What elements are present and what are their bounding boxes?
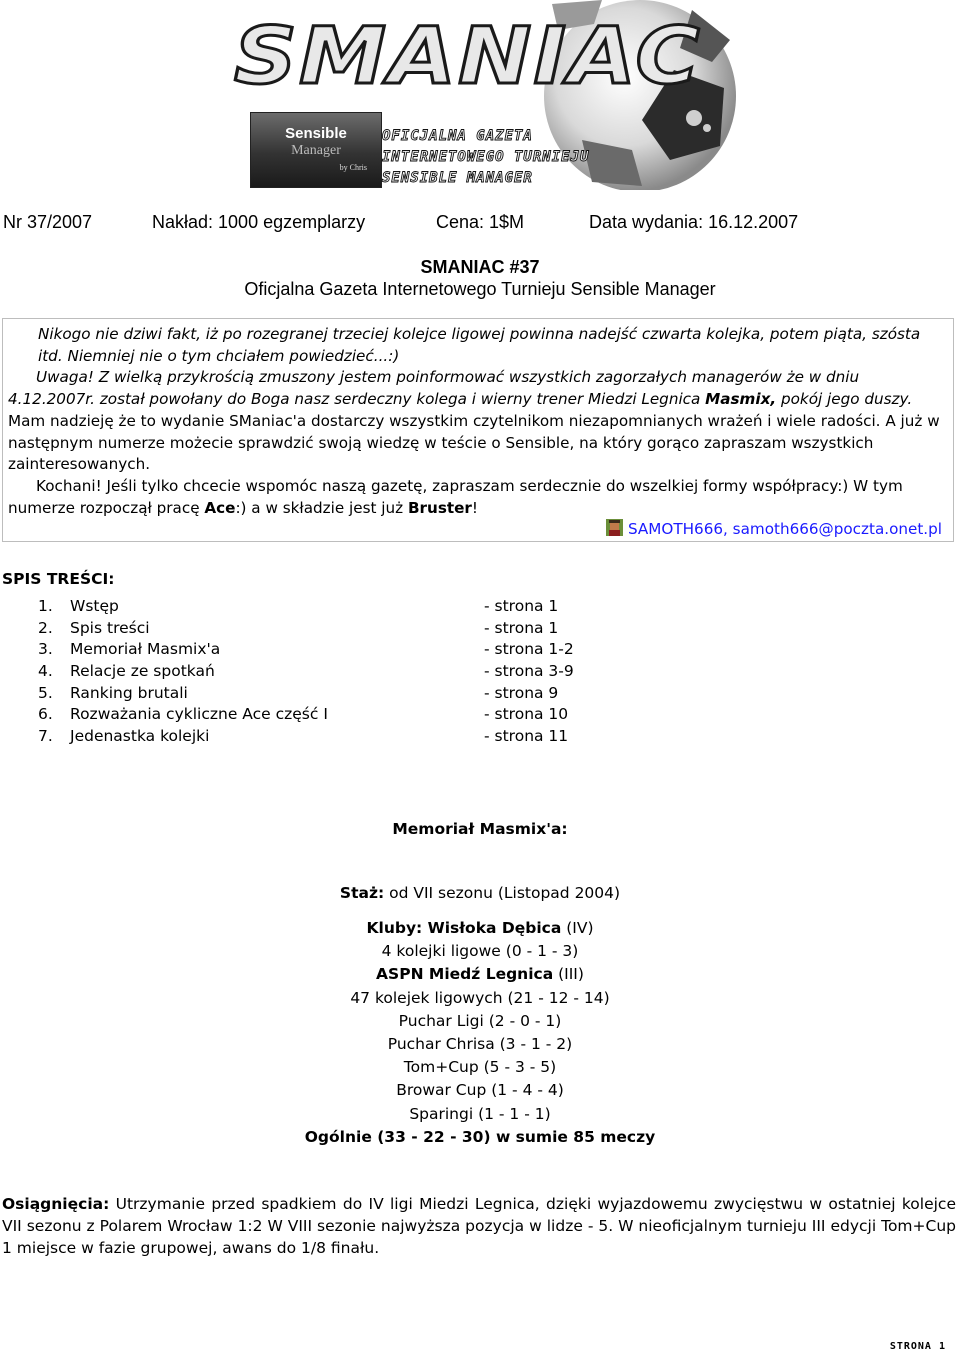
intro-paragraph-1: Nikogo nie dziwi fakt, iż po rozegranej trzeciej kolejce ligowej powinna nadejść czwarta kolejka, potem piąta, szósta itd. Niemniej nie o tym chciałem powiedzieć...:): [38, 325, 921, 365]
issue-number: Nr 37/2007: [3, 212, 93, 232]
memorial-club-line: [0, 917, 960, 940]
achievements-label: Osiągnięcia:: [2, 1195, 110, 1213]
sensible-manager-card: [250, 112, 382, 188]
card-author: by Chris: [339, 163, 367, 172]
memorial-staz: [0, 884, 960, 917]
toc-item-number: 6.: [38, 705, 53, 724]
page-title: [0, 256, 960, 300]
memorial-stat-line: Sparingi (1 - 1 - 1): [409, 1104, 551, 1123]
circulation: Nakład: 1000 egzemplarzy: [152, 212, 366, 232]
toc-item-name: Rozważania cykliczne Ace część I: [70, 705, 328, 724]
toc-item: [38, 726, 598, 748]
table-of-contents: [38, 596, 598, 748]
toc-item-page: - strona 10: [484, 705, 569, 724]
intro-text: Uwaga! Z wielką przykrością zmuszony jestem poinformować wszystkich zagorzałych managerów że w dniu 4.12.2007r. został powołany do Boga nasz serdeczny kolega i wierny trener Miedzi Legnica: [8, 368, 860, 409]
memorial-section: [0, 820, 960, 1149]
memorial-stat-line: 4 kolejki ligowe (0 - 1 - 3): [381, 942, 579, 961]
intro-text: pokój jego duszy.: [776, 390, 913, 409]
toc-item: [38, 596, 598, 618]
memorial-stat-line: Puchar Ligi (2 - 0 - 1): [398, 1011, 562, 1030]
banner-subtitle-line: SENSIBLE MANAGER: [382, 170, 533, 186]
title-sub: Oficjalna Gazeta Internetowego Turnieju Sensible Manager: [244, 279, 716, 299]
memorial-stat-line: Browar Cup (1 - 4 - 4): [396, 1081, 564, 1100]
toc-item-page: - strona 1: [484, 618, 559, 637]
toc-item-number: 3.: [38, 640, 53, 659]
memorial-total: Ogólnie (33 - 22 - 30) w sumie 85 meczy: [304, 1127, 656, 1146]
toc-item: [38, 639, 598, 661]
memorial-stat-line: Tom+Cup (5 - 3 - 5): [403, 1058, 557, 1077]
banner-subtitle-line: INTERNETOWEGO TURNIEJU: [382, 149, 590, 165]
page-number: STRONA 1: [889, 1341, 946, 1352]
club-league: (IV): [561, 919, 594, 937]
intro-text: :) a w składzie jest już: [235, 498, 408, 517]
memorial-stat-line: Puchar Chrisa (3 - 1 - 2): [387, 1034, 573, 1053]
toc-item-name: Wstęp: [70, 597, 119, 615]
toc-item-page: - strona 1-2: [484, 640, 574, 659]
intro-paragraph-2: [8, 367, 948, 476]
toc-item: [38, 704, 598, 726]
toc-item-number: 7.: [38, 727, 53, 746]
toc-item-page: - strona 9: [484, 683, 559, 702]
banner-subtitle: [382, 126, 589, 189]
signature-text: SAMOTH666, samoth666@poczta.onet.pl: [627, 520, 942, 539]
toc-item-number: 1.: [38, 597, 53, 615]
achievements-paragraph: [2, 1193, 956, 1259]
club-league: (III): [553, 965, 584, 984]
toc-item-name: Spis treści: [70, 618, 150, 637]
toc-item-number: 4.: [38, 662, 53, 681]
intro-text: Kochani! Jeśli tylko chcecie wspomóc naszą gazetę, zapraszam serdecznie do wszelkiej formy współpracy:) W tym numerze rozpoczął pracę: [8, 476, 903, 517]
club-label: Kluby: Wisłoka Dębica: [366, 919, 562, 937]
toc-item: [38, 683, 598, 705]
header-banner: [222, 0, 742, 190]
toc-item-page: - strona 1: [484, 597, 559, 615]
intro-box: [2, 318, 954, 542]
card-subtitle: Manager: [291, 143, 341, 158]
bruster-name: Bruster: [407, 498, 472, 517]
price: Cena: 1$M: [436, 212, 525, 232]
toc-item: [38, 661, 598, 683]
memorial-club-line: [0, 963, 960, 986]
card-title: Sensible: [285, 125, 347, 142]
toc-item-number: 2.: [38, 618, 53, 637]
toc-item: [38, 618, 598, 640]
masmix-name: Masmix,: [705, 390, 777, 409]
toc-heading: SPIS TREŚCI:: [2, 570, 115, 588]
memorial-stat-line: 47 kolejek ligowych (21 - 12 - 14): [350, 988, 610, 1007]
avatar-icon: [606, 519, 623, 536]
staz-value: od VII sezonu (Listopad 2004): [384, 884, 621, 902]
intro-paragraph-3: [8, 476, 948, 519]
toc-item-name: Relacje ze spotkań: [70, 662, 215, 681]
toc-item-name: Memoriał Masmix'a: [70, 640, 221, 659]
author-signature: [8, 519, 948, 541]
toc-item-name: Jedenastka kolejki: [70, 727, 210, 746]
intro-text: Mam nadzieję że to wydanie SManiac'a dostarczy wszystkim czytelnikom niezapomnianych wrażeń i wiele radości. A już w następnym numerze możecie sprawdzić swoją wiedzę w teście o Sensible, na który gorąco zapraszam wszystkich zainteresowanych.: [8, 411, 940, 474]
toc-item-name: Ranking brutali: [70, 683, 188, 702]
banner-subtitle-line: OFICJALNA GAZETA: [382, 128, 533, 144]
memorial-heading: Memoriał Masmix'a:: [392, 820, 568, 838]
toc-item-number: 5.: [38, 683, 53, 702]
staz-label: Staż:: [339, 884, 385, 902]
ace-name: Ace: [204, 498, 236, 517]
toc-item-page: - strona 3-9: [484, 662, 574, 681]
achievements-text: Utrzymanie przed spadkiem do IV ligi Miedzi Legnica, dzięki wyjazdowemu zwycięstwu w ostatniej kolejce VII sezonu z Polarem Wrocław 1:2 W VIII sezonie najwyższa pozycja w lidze - 5. W nieoficjalnym turnieju III edycji Tom+Cup 1 miejsce w fazie grupowej, awans do 1/8 finału.: [2, 1195, 956, 1257]
intro-text: !: [471, 498, 478, 517]
club-label: ASPN Miedź Legnica: [376, 965, 554, 984]
toc-item-page: - strona 11: [484, 727, 569, 746]
title-main: SMANIAC #37: [420, 257, 540, 277]
smaniac-logo: SMANIAC: [234, 12, 702, 102]
publication-date: Data wydania: 16.12.2007: [589, 212, 799, 232]
